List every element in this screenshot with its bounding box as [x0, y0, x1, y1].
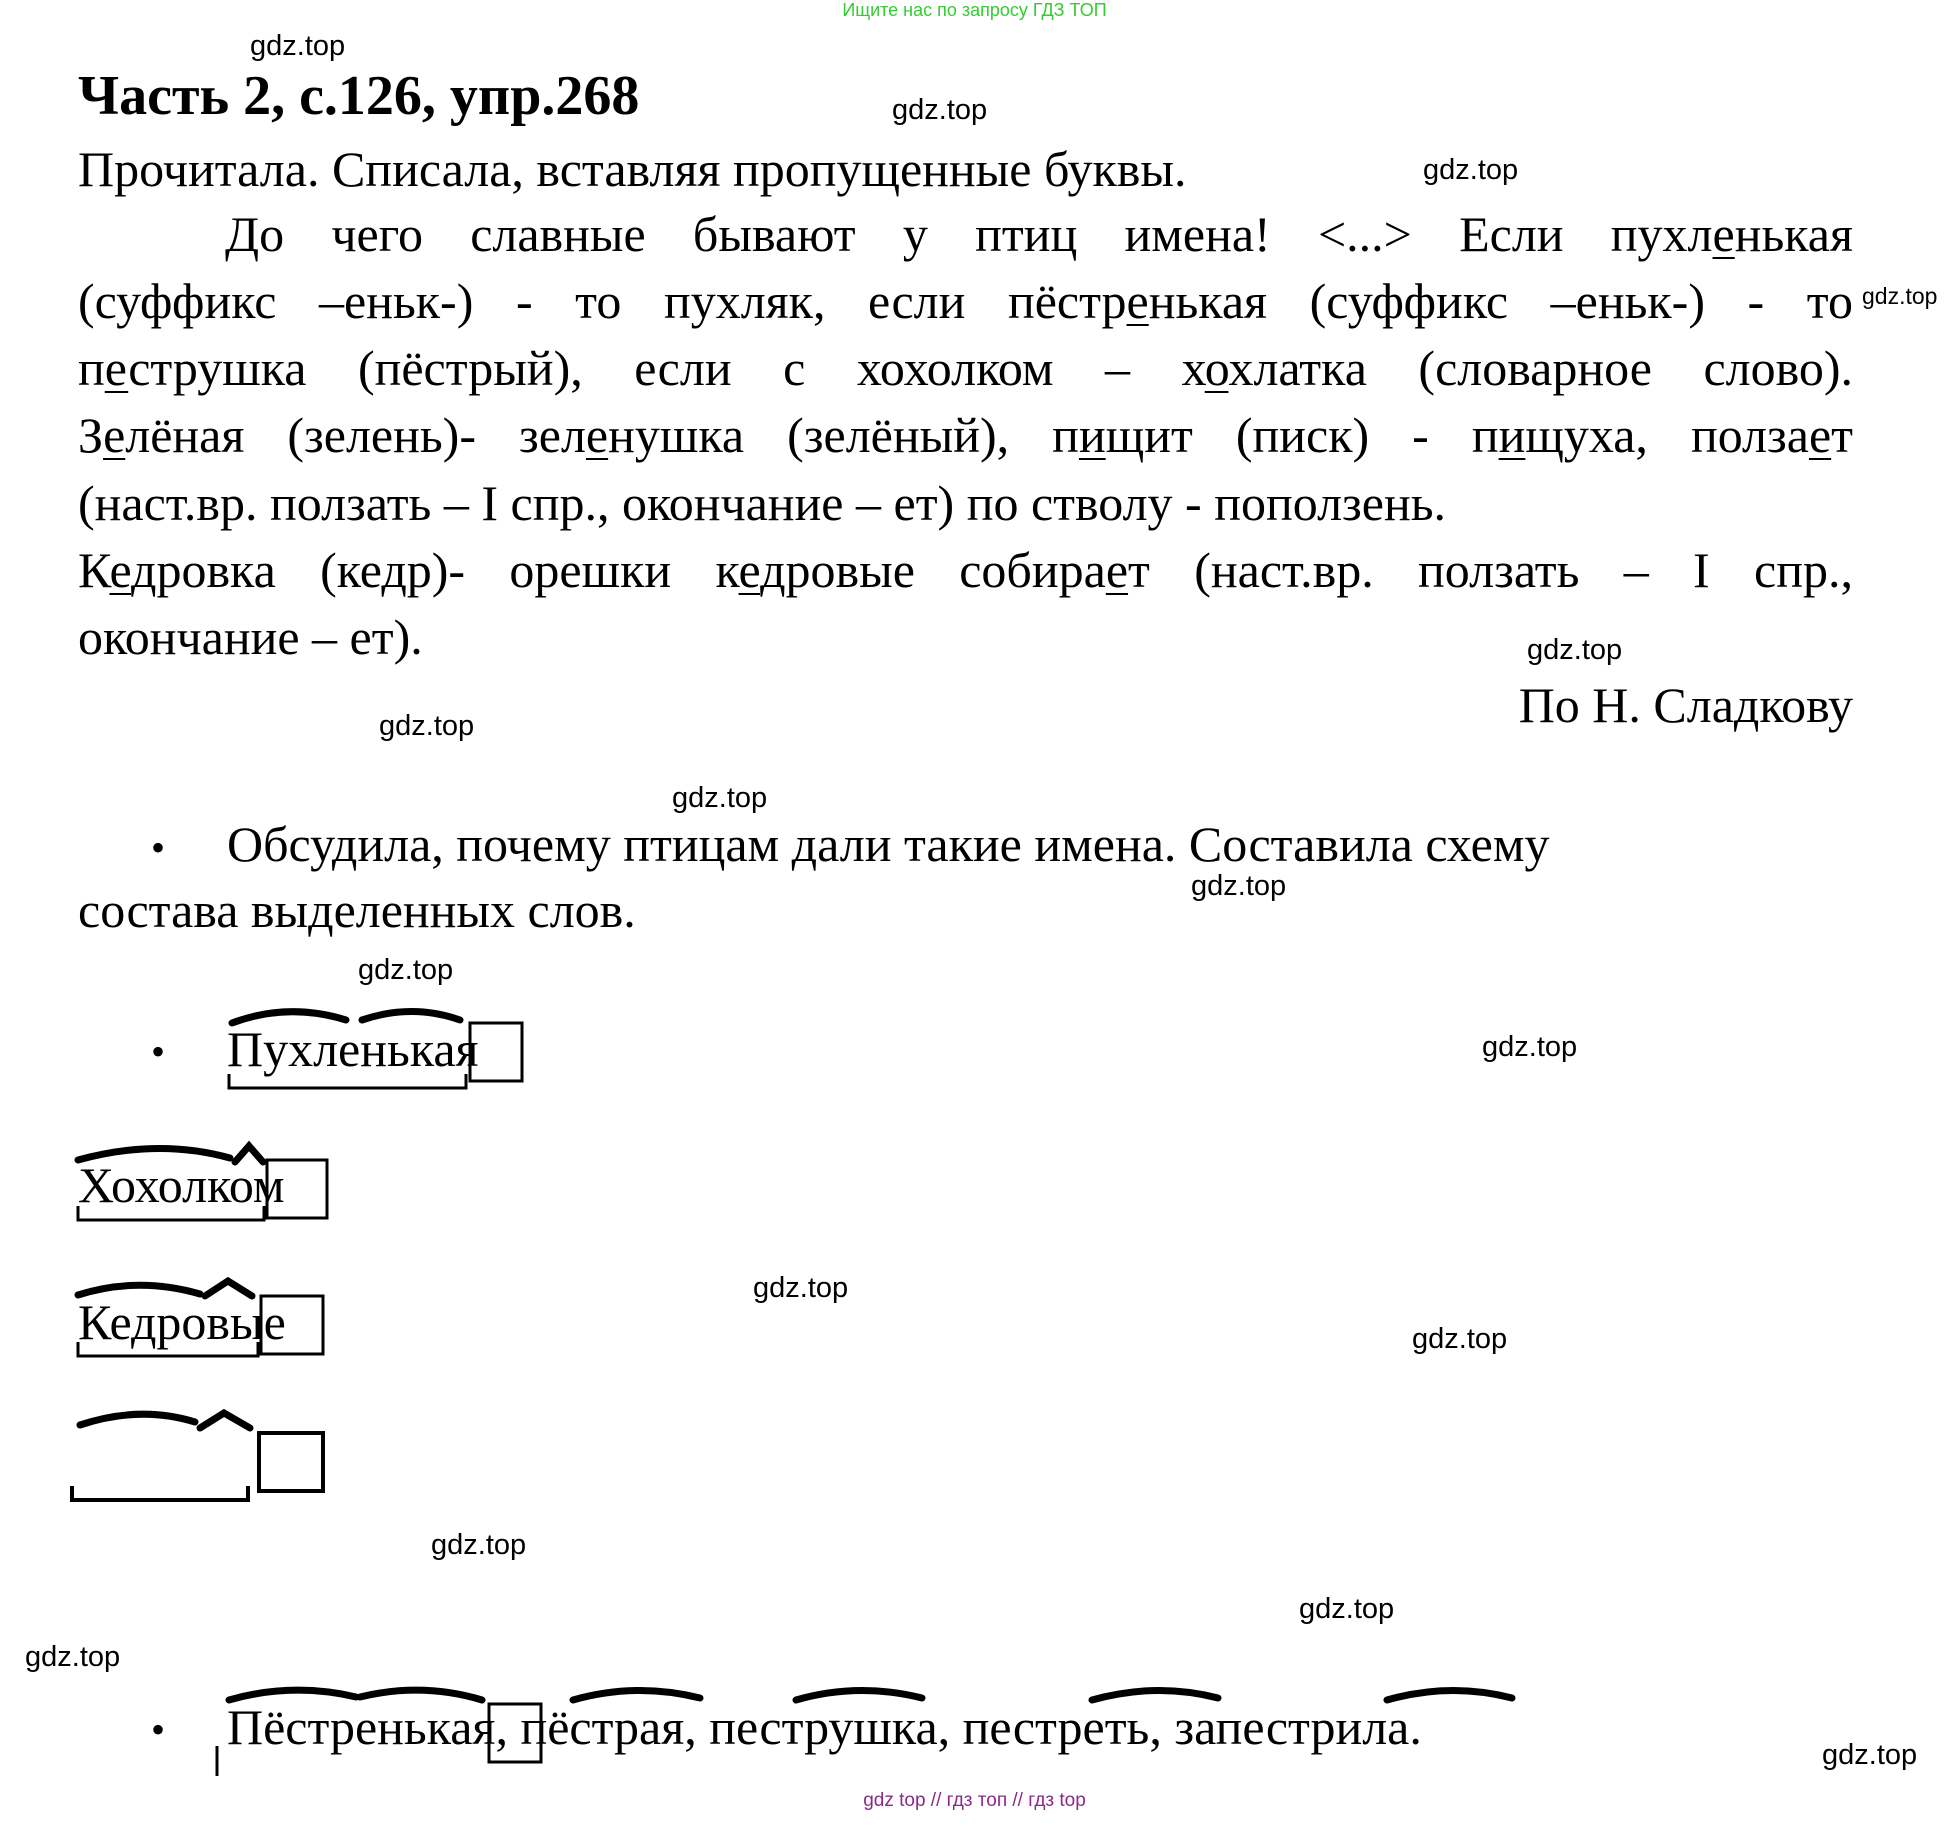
task-line: Обсудила, почему птицам дали такие имена. Составила схему — [227, 816, 1550, 872]
paragraph-line: Кедровка (кедр)- орешки кедровые собирает (наст.вр. ползать – I спр., — [78, 542, 1853, 598]
scheme-word-khokholkom: Хохолком — [78, 1157, 285, 1213]
watermark: gdz.top — [892, 94, 988, 126]
paragraph-line: Зелёная (зелень)- зеленушка (зелёный), пищит (писк) - пищуха, ползaет — [78, 407, 1853, 463]
watermark: gdz.top — [1527, 634, 1623, 666]
bullet: • — [151, 825, 166, 870]
suffix-caret — [200, 1413, 250, 1428]
paragraph-line: До чего славные бывают у птиц имена! <...> Если пухленькая — [225, 206, 1853, 262]
watermark: gdz.top — [753, 1272, 849, 1304]
paragraph-line: пеструшка (пёстрый), если с хохолком – хохлатка (словарное слово). — [78, 340, 1853, 396]
watermark: gdz.top — [250, 30, 346, 62]
scheme-word-kedrovye: Кедровые — [78, 1294, 286, 1350]
watermark: gdz.top — [25, 1641, 121, 1673]
scheme-words-pestr: Пёстренькая, пёстрая, пеструшка, пестреть, запестрила. — [227, 1699, 1422, 1755]
stem-bracket — [72, 1486, 248, 1500]
paragraph-line: (суффикс –еньк-) - то пухляк, если пёстренькая (суффикс –еньк-) - то — [78, 273, 1853, 329]
author-credit: По Н. Сладкову — [1518, 677, 1853, 733]
page-title: Часть 2, с.126, упр.268 — [78, 65, 640, 127]
ending-box — [259, 1433, 323, 1491]
intro-text: Прочитала. Списала, вставляя пропущенные буквы. — [78, 141, 1187, 197]
watermark: gdz.top — [1299, 1593, 1395, 1625]
footer-watermark: gdz top // гдз топ // гдз top — [863, 1790, 1086, 1811]
watermark: gdz.top — [431, 1529, 527, 1561]
watermark: gdz.top — [1191, 870, 1287, 902]
root-arc — [80, 1414, 195, 1425]
watermark: gdz.top — [358, 954, 454, 986]
watermark: gdz.top — [672, 782, 768, 814]
bullet: • — [151, 1707, 166, 1752]
watermark: gdz.top — [1822, 1739, 1918, 1771]
watermark: gdz.top — [379, 710, 475, 742]
watermark: gdz.top — [1482, 1031, 1578, 1063]
paragraph-line: окончание – ет). — [78, 609, 423, 665]
top-banner: Ищите нас по запросу ГДЗ ТОП — [842, 0, 1107, 20]
watermark: gdz.top — [1423, 154, 1519, 186]
watermark: gdz.top — [1412, 1323, 1508, 1355]
bullet: • — [151, 1029, 166, 1074]
watermark: gdz.top — [1862, 283, 1938, 309]
paragraph-line: (наст.вр. ползать – I спр., окончание – ет) по стволу - поползень. — [78, 475, 1447, 531]
task-line: состава выделенных слов. — [78, 882, 636, 938]
scheme-word-pukhlenkaya: Пухленькая — [227, 1021, 479, 1077]
